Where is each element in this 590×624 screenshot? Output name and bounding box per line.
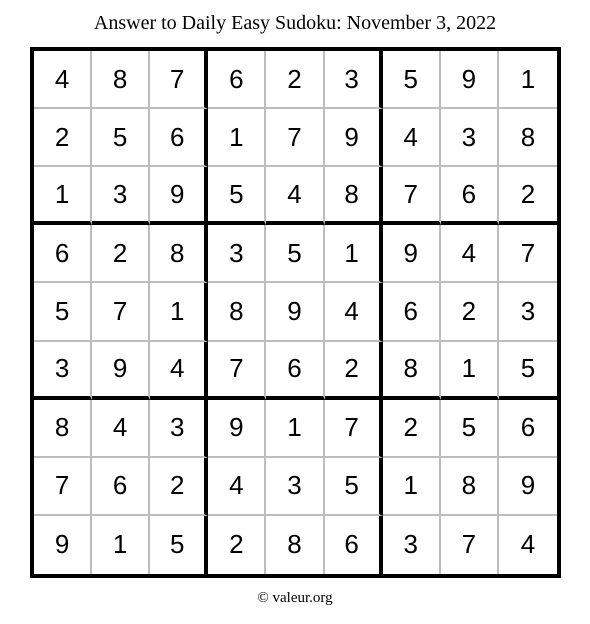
sudoku-cell: 9 — [266, 283, 324, 341]
sudoku-cell: 9 — [499, 458, 557, 516]
sudoku-cell: 1 — [208, 109, 266, 167]
sudoku-cell: 7 — [34, 458, 92, 516]
sudoku-cell: 3 — [499, 283, 557, 341]
sudoku-cell: 1 — [266, 400, 324, 458]
sudoku-cell: 6 — [208, 51, 266, 109]
sudoku-cell: 1 — [383, 458, 441, 516]
sudoku-cell: 4 — [150, 342, 208, 400]
sudoku-cell: 3 — [208, 225, 266, 283]
sudoku-cell: 2 — [92, 225, 150, 283]
sudoku-cell: 9 — [441, 51, 499, 109]
copyright-footer: © valeur.org — [257, 590, 333, 606]
sudoku-cell: 3 — [92, 167, 150, 225]
sudoku-cell: 9 — [383, 225, 441, 283]
sudoku-cell: 2 — [383, 400, 441, 458]
sudoku-cell: 9 — [150, 167, 208, 225]
sudoku-cell: 8 — [441, 458, 499, 516]
sudoku-cell: 4 — [520, 529, 536, 560]
sudoku-cell: 4 — [383, 109, 441, 167]
sudoku-cell: 7 — [150, 51, 208, 109]
sudoku-cell: 4 — [325, 283, 383, 341]
sudoku-cell: 5 — [325, 458, 383, 516]
sudoku-cell: 8 — [34, 400, 92, 458]
sudoku-cell: 3 — [383, 516, 441, 574]
sudoku-cell: 7 — [208, 342, 266, 400]
sudoku-cell: 6 — [266, 342, 324, 400]
sudoku-cell: 6 — [92, 458, 150, 516]
sudoku-cell: 7 — [499, 225, 557, 283]
sudoku-cell: 2 — [499, 167, 557, 225]
sudoku-cell: 9 — [34, 516, 92, 574]
sudoku-cell: 3 — [266, 458, 324, 516]
sudoku-cell: 4 — [92, 400, 150, 458]
sudoku-cell: 7 — [325, 400, 383, 458]
sudoku-cell: 1 — [92, 516, 150, 574]
sudoku-cell: 7 — [266, 109, 324, 167]
sudoku-grid — [30, 47, 561, 578]
sudoku-cell: 4 — [441, 225, 499, 283]
sudoku-cell: 8 — [499, 109, 557, 167]
sudoku-cell: 2 — [150, 458, 208, 516]
sudoku-cell: 8 — [208, 283, 266, 341]
sudoku-cell: 6 — [325, 516, 383, 574]
sudoku-cell: 5 — [92, 109, 150, 167]
sudoku-cell: 1 — [34, 167, 92, 225]
sudoku-cell: 3 — [34, 342, 92, 400]
sudoku-cell: 3 — [150, 400, 208, 458]
sudoku-cell: 9 — [325, 109, 383, 167]
sudoku-cell: 8 — [92, 51, 150, 109]
sudoku-cell: 1 — [499, 51, 557, 109]
sudoku-cell: 5 — [34, 283, 92, 341]
sudoku-cell: 3 — [441, 109, 499, 167]
sudoku-cell: 2 — [441, 283, 499, 341]
sudoku-cell: 6 — [34, 225, 92, 283]
sudoku-cell: 9 — [92, 342, 150, 400]
sudoku-cell: 6 — [441, 167, 499, 225]
sudoku-cell: 5 — [150, 516, 208, 574]
sudoku-cell: 1 — [325, 225, 383, 283]
sudoku-cell: 7 — [383, 167, 441, 225]
sudoku-cell: 4 — [266, 167, 324, 225]
sudoku-cell: 5 — [208, 167, 266, 225]
sudoku-cell: 6 — [383, 283, 441, 341]
sudoku-cell: 8 — [266, 516, 324, 574]
sudoku-cell: 8 — [325, 167, 383, 225]
sudoku-cell: 9 — [208, 400, 266, 458]
sudoku-cell: 6 — [499, 400, 557, 458]
sudoku-cell: 2 — [208, 516, 266, 574]
sudoku-cell: 4 — [34, 51, 92, 109]
sudoku-cell: 1 — [441, 342, 499, 400]
sudoku-cell: 7 — [441, 516, 499, 574]
sudoku-cell: 5 — [499, 342, 557, 400]
sudoku-cell: 7 — [92, 283, 150, 341]
sudoku-cell: 5 — [441, 400, 499, 458]
sudoku-cell: 8 — [383, 342, 441, 400]
sudoku-cell: 6 — [150, 109, 208, 167]
sudoku-cell: 2 — [325, 342, 383, 400]
page-title: Answer to Daily Easy Sudoku: November 3, 2022 — [93, 12, 497, 34]
sudoku-cell: 3 — [325, 51, 383, 109]
sudoku-cell: 5 — [383, 51, 441, 109]
sudoku-cell: 1 — [150, 283, 208, 341]
sudoku-cell: 5 — [266, 225, 324, 283]
sudoku-cell: 2 — [266, 51, 324, 109]
sudoku-cell: 8 — [150, 225, 208, 283]
sudoku-cell: 4 — [208, 458, 266, 516]
sudoku-cell: 2 — [34, 109, 92, 167]
